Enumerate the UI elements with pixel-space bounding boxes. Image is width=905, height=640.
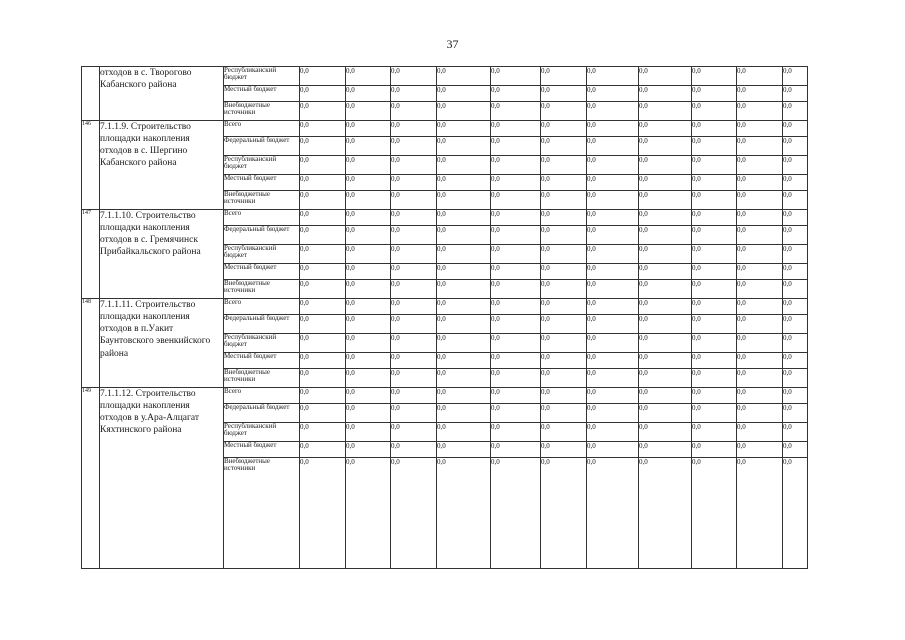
value-cell: 0,0 bbox=[587, 226, 639, 245]
value-cell: 0,0 bbox=[391, 137, 437, 156]
value-cell: 0,0 bbox=[783, 245, 808, 264]
value-cell: 0,0 bbox=[391, 388, 437, 404]
value-cell: 0,0 bbox=[737, 121, 783, 137]
value-cell: 0,0 bbox=[783, 264, 808, 280]
value-cell: 0,0 bbox=[491, 264, 541, 280]
value-cell: 0,0 bbox=[692, 175, 737, 191]
value-cell: 0,0 bbox=[692, 226, 737, 245]
value-cell: 0,0 bbox=[737, 369, 783, 388]
value-cell: 0,0 bbox=[491, 334, 541, 353]
value-cell: 0,0 bbox=[300, 388, 346, 404]
value-cell: 0,0 bbox=[300, 86, 346, 102]
value-cell: 0,0 bbox=[491, 353, 541, 369]
value-cell: 0,0 bbox=[300, 369, 346, 388]
value-cell: 0,0 bbox=[639, 226, 692, 245]
value-cell: 0,0 bbox=[491, 175, 541, 191]
value-cell: 0,0 bbox=[692, 210, 737, 226]
value-cell: 0,0 bbox=[391, 353, 437, 369]
value-cell: 0,0 bbox=[346, 175, 391, 191]
value-cell: 0,0 bbox=[692, 458, 737, 569]
value-cell: 0,0 bbox=[541, 315, 587, 334]
value-cell: 0,0 bbox=[346, 458, 391, 569]
value-cell: 0,0 bbox=[783, 67, 808, 86]
value-cell: 0,0 bbox=[692, 121, 737, 137]
value-cell: 0,0 bbox=[587, 299, 639, 315]
value-cell: 0,0 bbox=[300, 67, 346, 86]
value-cell: 0,0 bbox=[692, 369, 737, 388]
value-cell: 0,0 bbox=[587, 369, 639, 388]
value-cell: 0,0 bbox=[783, 86, 808, 102]
funding-source: Внебюджетные источники bbox=[224, 458, 300, 569]
value-cell: 0,0 bbox=[737, 86, 783, 102]
value-cell: 0,0 bbox=[300, 423, 346, 442]
value-cell: 0,0 bbox=[783, 191, 808, 210]
value-cell: 0,0 bbox=[300, 121, 346, 137]
value-cell: 0,0 bbox=[737, 315, 783, 334]
value-cell: 0,0 bbox=[391, 404, 437, 423]
value-cell: 0,0 bbox=[346, 245, 391, 264]
value-cell: 0,0 bbox=[391, 102, 437, 121]
value-cell: 0,0 bbox=[391, 458, 437, 569]
value-cell: 0,0 bbox=[737, 191, 783, 210]
value-cell: 0,0 bbox=[491, 67, 541, 86]
value-cell: 0,0 bbox=[300, 442, 346, 458]
funding-source: Республиканский бюджет bbox=[224, 156, 300, 175]
table-body bbox=[82, 67, 808, 569]
value-cell: 0,0 bbox=[346, 423, 391, 442]
value-cell: 0,0 bbox=[541, 245, 587, 264]
value-cell: 0,0 bbox=[491, 86, 541, 102]
value-cell: 0,0 bbox=[300, 102, 346, 121]
value-cell: 0,0 bbox=[491, 191, 541, 210]
value-cell: 0,0 bbox=[639, 369, 692, 388]
value-cell: 0,0 bbox=[587, 137, 639, 156]
value-cell: 0,0 bbox=[541, 226, 587, 245]
value-cell: 0,0 bbox=[300, 226, 346, 245]
value-cell: 0,0 bbox=[391, 86, 437, 102]
value-cell: 0,0 bbox=[737, 388, 783, 404]
value-cell: 0,0 bbox=[541, 137, 587, 156]
funding-source: Местный бюджет bbox=[224, 175, 300, 191]
value-cell: 0,0 bbox=[639, 280, 692, 299]
value-cell: 0,0 bbox=[437, 67, 491, 86]
value-cell: 0,0 bbox=[737, 67, 783, 86]
value-cell: 0,0 bbox=[783, 369, 808, 388]
funding-source: Республиканский бюджет bbox=[224, 334, 300, 353]
value-cell: 0,0 bbox=[783, 102, 808, 121]
value-cell: 0,0 bbox=[639, 245, 692, 264]
value-cell: 0,0 bbox=[587, 191, 639, 210]
value-cell: 0,0 bbox=[783, 156, 808, 175]
value-cell: 0,0 bbox=[692, 137, 737, 156]
value-cell: 0,0 bbox=[587, 86, 639, 102]
value-cell: 0,0 bbox=[300, 245, 346, 264]
funding-source: Местный бюджет bbox=[224, 264, 300, 280]
value-cell: 0,0 bbox=[491, 423, 541, 442]
value-cell: 0,0 bbox=[437, 442, 491, 458]
value-cell: 0,0 bbox=[491, 315, 541, 334]
value-cell: 0,0 bbox=[346, 210, 391, 226]
value-cell: 0,0 bbox=[346, 156, 391, 175]
row-number: 146 bbox=[82, 121, 100, 210]
value-cell: 0,0 bbox=[541, 264, 587, 280]
value-cell: 0,0 bbox=[737, 404, 783, 423]
value-cell: 0,0 bbox=[391, 191, 437, 210]
value-cell: 0,0 bbox=[639, 423, 692, 442]
value-cell: 0,0 bbox=[692, 245, 737, 264]
value-cell: 0,0 bbox=[587, 210, 639, 226]
value-cell: 0,0 bbox=[737, 280, 783, 299]
value-cell: 0,0 bbox=[692, 86, 737, 102]
value-cell: 0,0 bbox=[541, 210, 587, 226]
value-cell: 0,0 bbox=[541, 404, 587, 423]
value-cell: 0,0 bbox=[346, 280, 391, 299]
value-cell: 0,0 bbox=[692, 67, 737, 86]
value-cell: 0,0 bbox=[541, 423, 587, 442]
value-cell: 0,0 bbox=[587, 67, 639, 86]
measure-name: 7.1.1.12. Строительство площадки накопления отходов в у.Ара-Алцагат Кяхтинского района bbox=[100, 388, 224, 569]
value-cell: 0,0 bbox=[639, 67, 692, 86]
value-cell: 0,0 bbox=[737, 353, 783, 369]
value-cell: 0,0 bbox=[737, 137, 783, 156]
value-cell: 0,0 bbox=[639, 121, 692, 137]
value-cell: 0,0 bbox=[437, 175, 491, 191]
value-cell: 0,0 bbox=[587, 121, 639, 137]
value-cell: 0,0 bbox=[541, 121, 587, 137]
value-cell: 0,0 bbox=[437, 404, 491, 423]
value-cell: 0,0 bbox=[491, 226, 541, 245]
value-cell: 0,0 bbox=[346, 388, 391, 404]
value-cell: 0,0 bbox=[391, 226, 437, 245]
value-cell: 0,0 bbox=[541, 175, 587, 191]
value-cell: 0,0 bbox=[541, 102, 587, 121]
value-cell: 0,0 bbox=[346, 86, 391, 102]
value-cell: 0,0 bbox=[783, 175, 808, 191]
measure-name: 7.1.1.11. Строительство площадки накопления отходов в п.Уакит Баунтовского эвенкийского района bbox=[100, 299, 224, 388]
value-cell: 0,0 bbox=[391, 121, 437, 137]
value-cell: 0,0 bbox=[346, 315, 391, 334]
value-cell: 0,0 bbox=[737, 334, 783, 353]
value-cell: 0,0 bbox=[391, 245, 437, 264]
value-cell: 0,0 bbox=[300, 175, 346, 191]
value-cell: 0,0 bbox=[541, 442, 587, 458]
value-cell: 0,0 bbox=[391, 423, 437, 442]
value-cell: 0,0 bbox=[346, 102, 391, 121]
value-cell: 0,0 bbox=[491, 388, 541, 404]
funding-source: Федеральный бюджет bbox=[224, 404, 300, 423]
value-cell: 0,0 bbox=[692, 191, 737, 210]
value-cell: 0,0 bbox=[737, 245, 783, 264]
value-cell: 0,0 bbox=[346, 121, 391, 137]
value-cell: 0,0 bbox=[437, 226, 491, 245]
value-cell: 0,0 bbox=[692, 156, 737, 175]
value-cell: 0,0 bbox=[346, 404, 391, 423]
value-cell: 0,0 bbox=[300, 280, 346, 299]
table-row bbox=[82, 210, 808, 226]
value-cell: 0,0 bbox=[300, 458, 346, 569]
value-cell: 0,0 bbox=[639, 210, 692, 226]
value-cell: 0,0 bbox=[346, 264, 391, 280]
value-cell: 0,0 bbox=[587, 245, 639, 264]
value-cell: 0,0 bbox=[391, 264, 437, 280]
table-row bbox=[82, 67, 808, 86]
value-cell: 0,0 bbox=[346, 353, 391, 369]
value-cell: 0,0 bbox=[391, 299, 437, 315]
value-cell: 0,0 bbox=[783, 458, 808, 569]
value-cell: 0,0 bbox=[491, 369, 541, 388]
value-cell: 0,0 bbox=[437, 299, 491, 315]
value-cell: 0,0 bbox=[783, 388, 808, 404]
value-cell: 0,0 bbox=[437, 156, 491, 175]
value-cell: 0,0 bbox=[737, 226, 783, 245]
value-cell: 0,0 bbox=[541, 86, 587, 102]
value-cell: 0,0 bbox=[692, 423, 737, 442]
value-cell: 0,0 bbox=[692, 102, 737, 121]
value-cell: 0,0 bbox=[587, 404, 639, 423]
value-cell: 0,0 bbox=[437, 315, 491, 334]
funding-source: Местный бюджет bbox=[224, 353, 300, 369]
value-cell: 0,0 bbox=[737, 264, 783, 280]
value-cell: 0,0 bbox=[491, 156, 541, 175]
value-cell: 0,0 bbox=[491, 245, 541, 264]
table-row bbox=[82, 299, 808, 315]
value-cell: 0,0 bbox=[346, 442, 391, 458]
value-cell: 0,0 bbox=[300, 334, 346, 353]
value-cell: 0,0 bbox=[391, 175, 437, 191]
value-cell: 0,0 bbox=[783, 334, 808, 353]
value-cell: 0,0 bbox=[737, 458, 783, 569]
value-cell: 0,0 bbox=[437, 121, 491, 137]
funding-source: Всего bbox=[224, 388, 300, 404]
value-cell: 0,0 bbox=[587, 264, 639, 280]
value-cell: 0,0 bbox=[541, 191, 587, 210]
value-cell: 0,0 bbox=[541, 353, 587, 369]
value-cell: 0,0 bbox=[541, 67, 587, 86]
value-cell: 0,0 bbox=[391, 334, 437, 353]
value-cell: 0,0 bbox=[737, 175, 783, 191]
value-cell: 0,0 bbox=[491, 280, 541, 299]
funding-source: Федеральный бюджет bbox=[224, 315, 300, 334]
value-cell: 0,0 bbox=[391, 315, 437, 334]
value-cell: 0,0 bbox=[639, 156, 692, 175]
value-cell: 0,0 bbox=[639, 458, 692, 569]
value-cell: 0,0 bbox=[491, 299, 541, 315]
value-cell: 0,0 bbox=[391, 369, 437, 388]
value-cell: 0,0 bbox=[391, 210, 437, 226]
funding-source: Республиканский бюджет bbox=[224, 245, 300, 264]
value-cell: 0,0 bbox=[587, 102, 639, 121]
value-cell: 0,0 bbox=[639, 137, 692, 156]
value-cell: 0,0 bbox=[692, 280, 737, 299]
value-cell: 0,0 bbox=[737, 299, 783, 315]
value-cell: 0,0 bbox=[437, 458, 491, 569]
value-cell: 0,0 bbox=[692, 334, 737, 353]
value-cell: 0,0 bbox=[346, 137, 391, 156]
value-cell: 0,0 bbox=[300, 191, 346, 210]
value-cell: 0,0 bbox=[783, 423, 808, 442]
value-cell: 0,0 bbox=[692, 315, 737, 334]
value-cell: 0,0 bbox=[639, 86, 692, 102]
value-cell: 0,0 bbox=[346, 226, 391, 245]
value-cell: 0,0 bbox=[437, 280, 491, 299]
value-cell: 0,0 bbox=[391, 67, 437, 86]
value-cell: 0,0 bbox=[783, 353, 808, 369]
value-cell: 0,0 bbox=[300, 404, 346, 423]
value-cell: 0,0 bbox=[783, 299, 808, 315]
value-cell: 0,0 bbox=[587, 175, 639, 191]
value-cell: 0,0 bbox=[737, 423, 783, 442]
value-cell: 0,0 bbox=[639, 175, 692, 191]
value-cell: 0,0 bbox=[639, 334, 692, 353]
value-cell: 0,0 bbox=[491, 458, 541, 569]
value-cell: 0,0 bbox=[692, 404, 737, 423]
value-cell: 0,0 bbox=[541, 334, 587, 353]
funding-source: Местный бюджет bbox=[224, 86, 300, 102]
value-cell: 0,0 bbox=[783, 121, 808, 137]
value-cell: 0,0 bbox=[437, 388, 491, 404]
value-cell: 0,0 bbox=[692, 299, 737, 315]
value-cell: 0,0 bbox=[639, 353, 692, 369]
value-cell: 0,0 bbox=[346, 334, 391, 353]
value-cell: 0,0 bbox=[437, 353, 491, 369]
value-cell: 0,0 bbox=[692, 442, 737, 458]
value-cell: 0,0 bbox=[437, 86, 491, 102]
funding-source: Местный бюджет bbox=[224, 442, 300, 458]
value-cell: 0,0 bbox=[783, 315, 808, 334]
value-cell: 0,0 bbox=[587, 388, 639, 404]
value-cell: 0,0 bbox=[639, 404, 692, 423]
value-cell: 0,0 bbox=[437, 334, 491, 353]
value-cell: 0,0 bbox=[639, 102, 692, 121]
value-cell: 0,0 bbox=[639, 315, 692, 334]
value-cell: 0,0 bbox=[783, 280, 808, 299]
funding-source: Всего bbox=[224, 299, 300, 315]
value-cell: 0,0 bbox=[491, 102, 541, 121]
funding-source: Внебюджетные источники bbox=[224, 369, 300, 388]
value-cell: 0,0 bbox=[783, 404, 808, 423]
value-cell: 0,0 bbox=[346, 299, 391, 315]
value-cell: 0,0 bbox=[541, 280, 587, 299]
value-cell: 0,0 bbox=[541, 388, 587, 404]
measure-name: отходов в с. Творогово Кабанского района bbox=[100, 67, 224, 121]
value-cell: 0,0 bbox=[541, 369, 587, 388]
value-cell: 0,0 bbox=[437, 102, 491, 121]
value-cell: 0,0 bbox=[437, 210, 491, 226]
value-cell: 0,0 bbox=[639, 442, 692, 458]
value-cell: 0,0 bbox=[300, 315, 346, 334]
value-cell: 0,0 bbox=[639, 299, 692, 315]
funding-source: Внебюджетные источники bbox=[224, 280, 300, 299]
value-cell: 0,0 bbox=[737, 156, 783, 175]
value-cell: 0,0 bbox=[391, 280, 437, 299]
funding-source: Республиканский бюджет bbox=[224, 67, 300, 86]
value-cell: 0,0 bbox=[300, 264, 346, 280]
value-cell: 0,0 bbox=[300, 137, 346, 156]
value-cell: 0,0 bbox=[541, 156, 587, 175]
value-cell: 0,0 bbox=[587, 280, 639, 299]
value-cell: 0,0 bbox=[437, 245, 491, 264]
value-cell: 0,0 bbox=[639, 388, 692, 404]
funding-source: Федеральный бюджет bbox=[224, 137, 300, 156]
value-cell: 0,0 bbox=[437, 191, 491, 210]
value-cell: 0,0 bbox=[587, 353, 639, 369]
value-cell: 0,0 bbox=[391, 156, 437, 175]
value-cell: 0,0 bbox=[587, 334, 639, 353]
value-cell: 0,0 bbox=[300, 210, 346, 226]
value-cell: 0,0 bbox=[300, 156, 346, 175]
value-cell: 0,0 bbox=[639, 191, 692, 210]
value-cell: 0,0 bbox=[391, 442, 437, 458]
value-cell: 0,0 bbox=[737, 210, 783, 226]
table-row bbox=[82, 388, 808, 404]
row-number: 148 bbox=[82, 299, 100, 388]
value-cell: 0,0 bbox=[783, 210, 808, 226]
value-cell: 0,0 bbox=[491, 442, 541, 458]
value-cell: 0,0 bbox=[587, 156, 639, 175]
value-cell: 0,0 bbox=[692, 388, 737, 404]
value-cell: 0,0 bbox=[783, 442, 808, 458]
value-cell: 0,0 bbox=[692, 353, 737, 369]
value-cell: 0,0 bbox=[737, 102, 783, 121]
row-number: 149 bbox=[82, 388, 100, 569]
value-cell: 0,0 bbox=[437, 423, 491, 442]
value-cell: 0,0 bbox=[692, 264, 737, 280]
funding-source: Внебюджетные источники bbox=[224, 102, 300, 121]
value-cell: 0,0 bbox=[491, 137, 541, 156]
value-cell: 0,0 bbox=[346, 191, 391, 210]
value-cell: 0,0 bbox=[346, 67, 391, 86]
value-cell: 0,0 bbox=[587, 423, 639, 442]
funding-source: Внебюджетные источники bbox=[224, 191, 300, 210]
value-cell: 0,0 bbox=[587, 458, 639, 569]
value-cell: 0,0 bbox=[491, 404, 541, 423]
measure-name: 7.1.1.9. Строительство площадки накопления отходов в с. Шергино Кабанского района bbox=[100, 121, 224, 210]
value-cell: 0,0 bbox=[783, 137, 808, 156]
value-cell: 0,0 bbox=[783, 226, 808, 245]
value-cell: 0,0 bbox=[300, 353, 346, 369]
value-cell: 0,0 bbox=[587, 442, 639, 458]
funding-source: Республиканский бюджет bbox=[224, 423, 300, 442]
row-number bbox=[82, 67, 100, 121]
value-cell: 0,0 bbox=[437, 369, 491, 388]
value-cell: 0,0 bbox=[491, 121, 541, 137]
table-row bbox=[82, 121, 808, 137]
value-cell: 0,0 bbox=[737, 442, 783, 458]
value-cell: 0,0 bbox=[541, 299, 587, 315]
measure-name: 7.1.1.10. Строительство площадки накопления отходов в с. Гремячинск Прибайкальского района bbox=[100, 210, 224, 299]
value-cell: 0,0 bbox=[346, 369, 391, 388]
value-cell: 0,0 bbox=[639, 264, 692, 280]
value-cell: 0,0 bbox=[300, 299, 346, 315]
budget-table bbox=[81, 66, 808, 569]
value-cell: 0,0 bbox=[541, 458, 587, 569]
page-number: 37 bbox=[446, 37, 459, 51]
funding-source: Федеральный бюджет bbox=[224, 226, 300, 245]
value-cell: 0,0 bbox=[437, 264, 491, 280]
funding-source: Всего bbox=[224, 121, 300, 137]
value-cell: 0,0 bbox=[491, 210, 541, 226]
value-cell: 0,0 bbox=[437, 137, 491, 156]
value-cell: 0,0 bbox=[587, 315, 639, 334]
row-number: 147 bbox=[82, 210, 100, 299]
funding-source: Всего bbox=[224, 210, 300, 226]
